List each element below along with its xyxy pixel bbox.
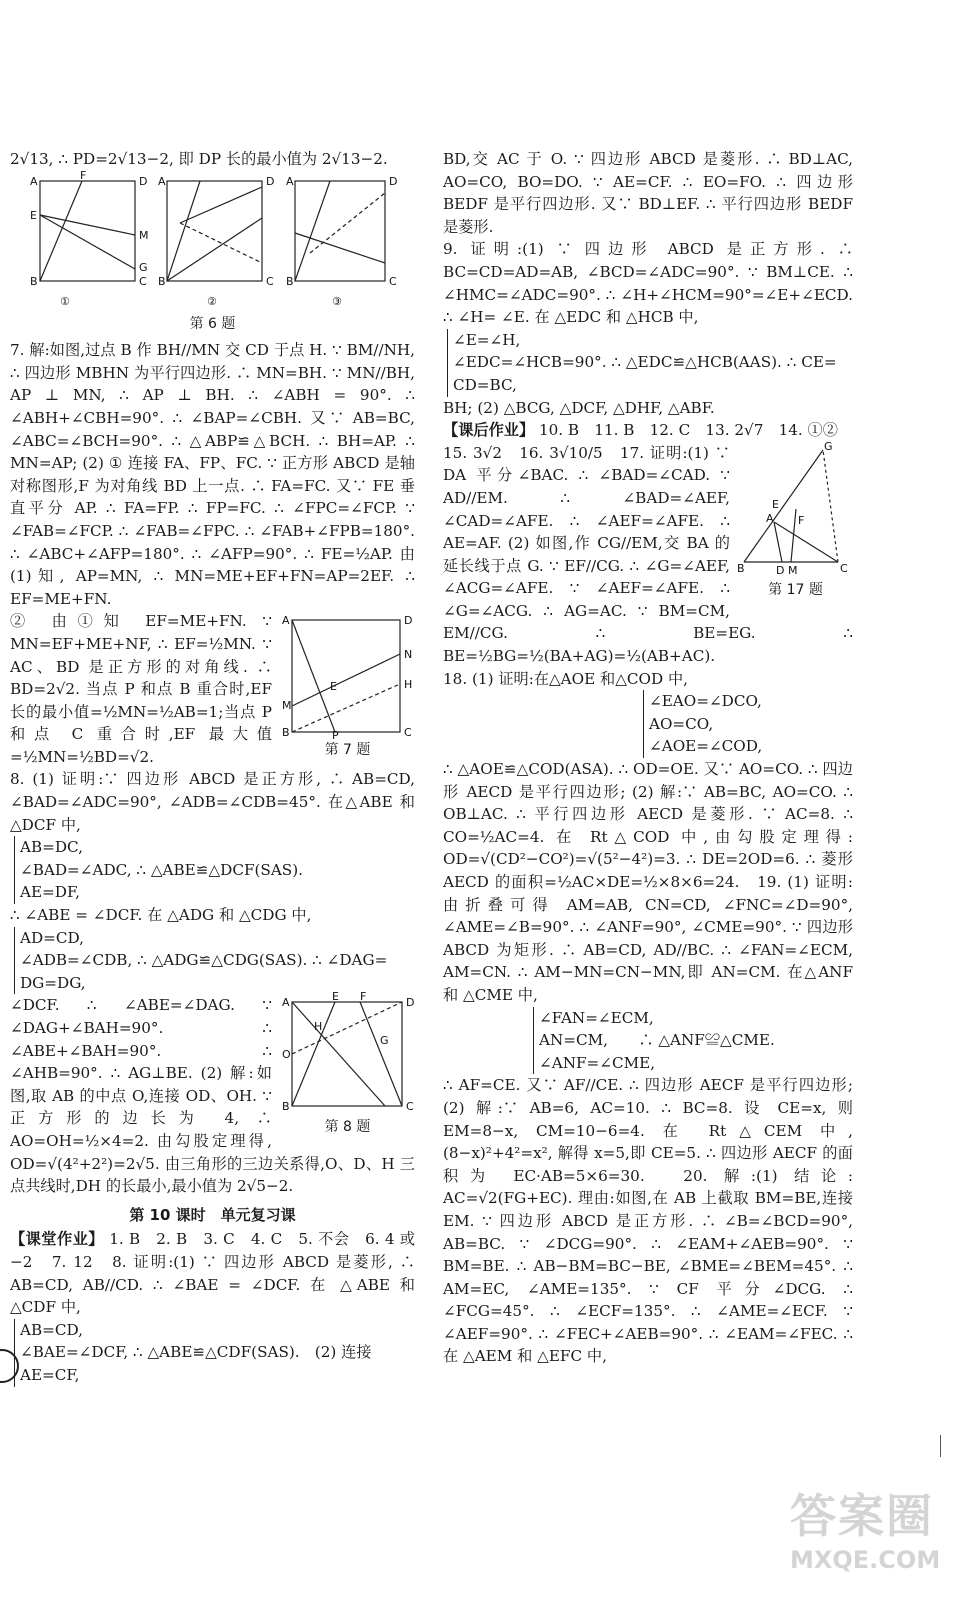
svg-text:A: A [30,174,38,188]
figure-7 [280,614,415,762]
svg-text:D: D [404,614,413,628]
figure-7-caption: 第 7 题 [324,742,371,759]
figure-6 [10,168,415,336]
svg-text:C: C [406,1100,414,1114]
svg-text:B: B [158,274,166,288]
figure-8 [280,990,415,1139]
right-column [443,148,853,1368]
left-column [10,148,415,1387]
svg-text:A: A [766,511,774,525]
svg-text:E: E [332,990,339,1004]
svg-text:E: E [772,497,779,511]
question-19-20: ∴ AF=CE. 又∵ AF//CE. ∴ 四边形 AECF 是平行四边形; (2) 解:∵ AB=6, AC=10. ∴ BC=8. 设 CE=x, 则 EM=8−x, CM=10−6=4. 在 Rt△CEM 中, (8−x)²+4²=x², 解得 x=5,即 CE=5. ∴ 四边形 AECF 的面积为 EC·AB=5×6=30. 20. 解:(1) 结论: AC=√2(FG+EC). 理由:如图,在 AB 上截取 BM=BE,连接 EM. ∵ 四边形 ABCD 是正方形. ∴ ∠B=∠BCD=90°, AB=BC. ∵ ∠DCG=90°. ∴ ∠EAM+∠AEB=90°. ∵ BM=BE. ∴ AB−BM=BC−BE, ∠BME=∠BEM=45°. ∴ AM=EC, ∠AME=135°. ∵ CF 平分∠DCG. ∴ ∠FCG=45°. ∴ ∠ECF=135°. ∴ ∠AME=∠ECF. ∵ ∠AEF=90°. ∴ ∠FEC+∠AEB=90°. ∴ ∠EAM=∠FEC. ∴ 在 △AEM 和 △EFC 中, [443,1076,853,1366]
section-title: 第 10 课时 单元复习课 [129,1205,296,1224]
svg-text:N: N [404,648,413,662]
question-7-part2: ② 由①知 EF=ME+FN. ∵ MN=EF+ME+NF, ∴ EF=½MN. ∵ AC、BD 是正方形的对角线. ∴ BD=2√2. 当点 P 和点 B 重合时,EF 长的最小值=½MN=½AB=1;当点 P 和点 C 重合时,EF 最大值=½MN=½BD=√2. [10,612,272,766]
figure-8-caption: 第 8 题 [324,1119,371,1136]
after-class-homework: 【课后作业】 10. B 11. B 12. C 13. 2√7 14. ①② [443,421,838,440]
svg-text:H: H [314,1020,323,1034]
question-9-end: BH; (2) △BCG, △DCF, △DHF, △ABF. [443,398,715,417]
question-7: 7. 解:如图,过点 B 作 BH//MN 交 CD 于点 H. ∵ BM//NH, ∴ 四边形 MBHN 为平行四边形. ∴ MN=BH. ∵ MN//BH, AP ⊥ MN, ∴ AP ⊥ BH. ∴ ∠ABH = 90°. ∴ ∠ABH+∠CBH=90°. ∴ ∠BAP=∠CBH. 又∵ AB=BC, ∠ABC=∠BCH=90°. ∴ △ABP≌△BCH. ∴ BH=AP. ∴ MN=AP; (2) ① 连接 FA、FP、FC. ∵ 正方形 ABCD 是轴对称图形,F 为对角线 BD 上一点. ∴ FA=FC. 又∵ FE 垂直平分 AP. ∴ FA=FP. ∴ FP=FC. ∴ ∠FPC=∠FCP. ∵ ∠FAB=∠FCP. ∴ ∠FAB=∠FPC. ∴ ∠FAB+∠FPB=180°. ∴ ∠ABC+∠AFP=180°. ∴ ∠AFP=90°. ∴ FE=½AP. 由(1)知, AP=MN, ∴ MN=ME+EF+FN=AP=2EF. ∴ EF=ME+FN. [10,341,415,608]
watermark [790,1480,960,1595]
figure-17 [737,439,853,602]
svg-text:M: M [139,228,149,242]
svg-text:B: B [30,274,38,288]
question-18-19: ∴ △AOE≌△COD(ASA). ∴ OD=OE. 又∵ AO=CO. ∴ 四边形 AECD 是平行四边形; (2) 解:∵ AB=BC, AO=CO. ∴ OB⊥AC. ∴ 平行四边形 AECD 是菱形. ∵ AC=8. ∴ CO=½AC=4. 在 Rt△COD 中,由勾股定理得: OD=√(CD²−CO²)=√(5²−4²)=3. ∴ DE=2OD=6. ∴ 菱形 AECD 的面积=½AC×DE=½×8×6=24. 19. (1) 证明:由折叠可得 AM=AB, CN=CD, ∠FNC=∠D=90°, ∠AME=∠B=90°. ∴ ∠ANF=90°, ∠CME=90°. ∵ 四边形 ABCD 为矩形. ∴ AB=CD, AD//BC. ∴ ∠FAN=∠ECM, AM=CN. ∴ AM−MN=CN−MN,即 AN=CM. 在△ANF 和 △CME 中, [443,760,853,1004]
svg-text:B: B [282,726,290,740]
watermark-url: MXQE.COM [790,1546,941,1574]
question-15-17: 15. 3√2 16. 3√10/5 17. 证明:(1) ∵ DA 平分∠BAC. ∴ ∠BAD=∠CAD. ∵ AD//EM. ∴ ∠BAD=∠AEF, ∠CAD=∠AFE. ∴ ∠AEF=∠AFE. ∴ AE=AF. (2) 如图,作 CG//EM,交 BA 的延长线于点 G. ∵ EF//CG. ∴ ∠G=∠AEF, ∠ACG=∠AFE. ∵ ∠AEF=∠AFE. ∴ ∠G=∠ACG. ∴ AG=AC. ∵ BM=CM, EM//CG. ∴ BE=EG. ∴ BE=½BG=½(BA+AG)=½(AB+AC). [443,443,853,666]
svg-text:C: C [389,274,397,288]
figure-17-caption: 第 17 题 [768,581,823,598]
svg-text:D: D [776,563,785,577]
system-19: ∠FAN=∠ECM, AN=CM, ∴ △ANF≌△CME. ∠ANF=∠CME, [533,1007,853,1075]
system-8-3: AB=CD, ∠BAE=∠DCF, ∴ △ABE≌△CDF(SAS). (2) 连接 AE=CF, [14,1319,415,1387]
svg-text:F: F [80,168,87,182]
fig6-sub-1: ① [60,294,70,308]
svg-text:G: G [824,439,833,453]
svg-text:B: B [737,561,745,575]
question-9: 9. 证明:(1) ∵ 四边形 ABCD 是正方形. ∴ BC=CD=AD=AB, ∠BCD=∠ADC=90°. ∵ BM⊥CE. ∴ ∠HMC=∠ADC=90°. ∴ ∠H+∠HCM=90°=∠E+∠ECD. ∴ ∠H= ∠E. 在 △EDC 和 △HCB 中, [443,240,853,327]
svg-text:A: A [282,614,290,628]
svg-text:A: A [158,174,166,188]
svg-text:C: C [139,274,147,288]
system-8-2: AD=CD, ∠ADB=∠CDB, ∴ △ADG≌△CDG(SAS). ∴ ∠DAG= DG=DG, [14,927,415,995]
system-8-1: AB=DC, ∠BAD=∠ADC, ∴ △ABE≌△DCF(SAS). AE=DF, [14,836,415,904]
svg-text:P: P [332,729,339,743]
fig6-sub-3: ③ [332,294,342,308]
svg-text:F: F [360,990,367,1004]
svg-text:H: H [404,678,413,692]
svg-text:M: M [282,699,292,713]
figure-6-caption: 第 6 题 [189,315,236,332]
svg-text:M: M [788,563,798,577]
question-18: 18. (1) 证明:在△AOE 和△COD 中, [443,669,688,688]
svg-text:D: D [266,174,275,188]
svg-text:A: A [282,996,290,1010]
question-8-mid: ∴ ∠ABE = ∠DCF. 在 △ADG 和 △CDG 中, [10,906,312,925]
svg-text:E: E [330,680,337,694]
question-8-rest: ∠DCF. ∴ ∠ABE=∠DAG. ∵ ∠DAG+∠BAH=90°. ∴ ∠ABE+∠BAH=90°. ∴ ∠AHB=90°. ∴ AG⊥BE. (2) 解:如图,取 AB 的中点 O,连接 OD、OH. ∵ 正方形的边长为 4, ∴ AO=OH=½×4=2. 由勾股定理得, OD=√(4²+2²)=2√5. 由三角形的三边关系得,O、D、H 三点共线时,DH 的长最小,最小值为 2√5−2. [10,996,415,1196]
svg-text:B: B [286,274,294,288]
svg-text:O: O [282,1048,291,1062]
svg-text:D: D [389,174,398,188]
margin-mark [940,1435,941,1457]
question-8-intro: 8. (1) 证明:∵ 四边形 ABCD 是正方形, ∴ AB=CD, ∠BAD=∠ADC=90°, ∠ADB=∠CDB=45°. 在△ABE 和 △DCF 中, [10,770,415,834]
svg-text:B: B [282,1100,290,1114]
system-18: ∠EAO=∠DCO, AO=CO, ∠AOE=∠COD, [643,690,853,758]
svg-text:G: G [380,1034,389,1048]
svg-text:C: C [840,561,848,575]
svg-text:G: G [139,260,148,274]
svg-text:E: E [30,208,37,222]
line-q6-end: 2√13, ∴ PD=2√13−2, 即 DP 长的最小值为 2√13−2. [10,150,388,168]
svg-text:D: D [406,996,415,1010]
question-8-cont: BD,交 AC 于 O. ∵ 四边形 ABCD 是菱形. ∴ BD⊥AC, AO=CO, BO=DO. ∵ AE=CF. ∴ EO=FO. ∴ 四边形 BEDF 是平行四边形. 又∵ BD⊥EF. ∴ 平行四边形 BEDF 是菱形. [443,150,853,236]
svg-text:C: C [266,274,274,288]
svg-text:C: C [404,726,412,740]
fig6-sub-2: ② [207,294,217,308]
page-number-tab-icon [0,1345,22,1387]
svg-text:F: F [798,513,805,527]
system-9: ∠E=∠H, ∠EDC=∠HCB=90°. ∴ △EDC≌△HCB(AAS). ∴ CE= CD=BC, [447,329,853,397]
watermark-logo: 答案圈 [790,1489,934,1543]
svg-text:D: D [139,174,148,188]
svg-text:A: A [286,174,294,188]
class-homework: 【课堂作业】 1. B 2. B 3. C 4. C 5. 不会 6. 4 或−2 7. 12 8. 证明:(1) ∵ 四边形 ABCD 是菱形, ∴ AB=CD, AB//CD. ∴ ∠BAE = ∠DCF. 在 △ABE 和 △CDF 中, [10,1230,416,1317]
